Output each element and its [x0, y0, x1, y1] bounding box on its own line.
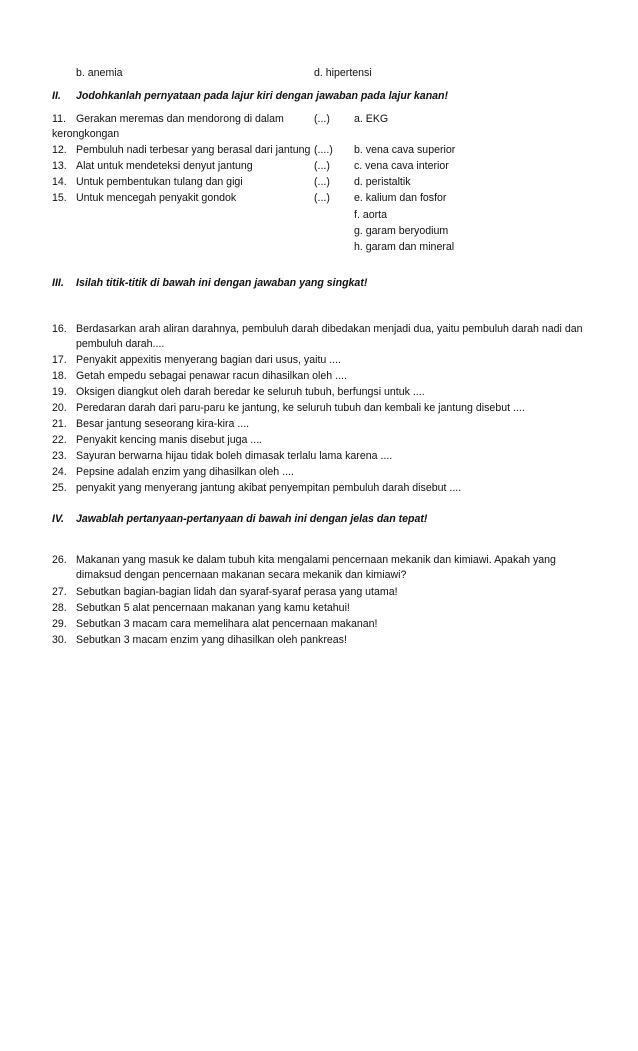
item-number: 26.	[52, 554, 67, 566]
item-text: penyakit yang menyerang jantung akibat penyempitan pembuluh darah disebut ....	[76, 482, 462, 494]
item-text: Sebutkan 5 alat pencernaan makanan yang kamu ketahui!	[76, 602, 350, 614]
item-number: 20.	[52, 402, 67, 414]
item-text: Sebutkan 3 macam enzim yang dihasilkan oleh pankreas!	[76, 634, 347, 646]
item-number: 23.	[52, 450, 67, 462]
item-text: Penyakit kencing manis disebut juga ....	[76, 434, 263, 446]
item-number: 19.	[52, 386, 67, 398]
item-text: Berdasarkan arah aliran darahnya, pembuluh darah dibedakan menjadi dua, yaitu pembuluh darah nadi dan pembuluh darah....	[76, 323, 583, 350]
answer-blank: (...)	[314, 160, 330, 172]
answer-blank: (...)	[314, 176, 330, 188]
item-number: 17.	[52, 354, 67, 366]
item-text: Oksigen diangkut oleh darah beredar ke seluruh tubuh, berfungsi untuk ....	[76, 386, 425, 398]
item-text: Getah empedu sebagai penawar racun dihasilkan oleh ....	[76, 370, 347, 382]
answer-blank: (...)	[314, 192, 330, 204]
option-e: e. kalium dan fosfor	[354, 192, 447, 204]
item-text: Sebutkan 3 macam cara memelihara alat pencernaan makanan!	[76, 618, 378, 630]
option-b: b. vena cava superior	[354, 144, 456, 156]
item-number: 13.	[52, 160, 67, 172]
item-number: 28.	[52, 602, 67, 614]
item-text: Sayuran berwarna hijau tidak boleh dimasak terlalu lama karena ....	[76, 450, 393, 462]
option-g: g. garam beryodium	[354, 225, 449, 237]
item-number: 24.	[52, 466, 67, 478]
item-number: 22.	[52, 434, 67, 446]
item-number: 14.	[52, 176, 67, 188]
option-c: c. vena cava interior	[354, 160, 449, 172]
item-number: 11.	[52, 113, 66, 125]
item-text: Pepsine adalah enzim yang dihasilkan oleh ....	[76, 466, 294, 478]
item-text: Sebutkan bagian-bagian lidah dan syaraf-syaraf perasa yang utama!	[76, 586, 398, 598]
option-f: f. aorta	[354, 209, 387, 221]
item-number: 21.	[52, 418, 67, 430]
item-number: 30.	[52, 634, 67, 646]
option-d: d. peristaltik	[354, 176, 411, 188]
item-text: Alat untuk mendeteksi denyut jantung	[76, 160, 253, 172]
section-4-numeral: IV.	[52, 513, 64, 525]
item-number: 15.	[52, 192, 67, 204]
answer-blank: (...)	[314, 113, 330, 125]
item-number: 12.	[52, 144, 67, 156]
answer-blank: (....)	[314, 144, 333, 156]
item-text: Pembuluh nadi terbesar yang berasal dari jantung	[76, 144, 311, 156]
item-text: Untuk pembentukan tulang dan gigi	[76, 176, 243, 188]
section-3-numeral: III.	[52, 277, 64, 289]
item-text: Untuk mencegah penyakit gondok	[76, 192, 237, 204]
item-number: 29.	[52, 618, 67, 630]
item-number: 25.	[52, 482, 67, 494]
item-text: Peredaran darah dari paru-paru ke jantung, ke seluruh tubuh dan kembali ke jantung disebut ....	[76, 402, 525, 414]
item-text: Gerakan meremas dan mendorong di dalam	[76, 113, 284, 125]
item-number: 16.	[52, 323, 67, 335]
section-3-instruction: Isilah titik-titik di bawah ini dengan jawaban yang singkat!	[76, 277, 368, 289]
item-number: 18.	[52, 370, 67, 382]
section-2-numeral: II.	[52, 90, 61, 102]
option-a: a. EKG	[354, 113, 389, 125]
item-text: Penyakit appexitis menyerang bagian dari usus, yaitu ....	[76, 354, 341, 366]
option-b-anemia: b. anemia	[76, 67, 123, 79]
item-number: 27.	[52, 586, 67, 598]
match-item-11-continued: kerongkongan	[52, 128, 120, 140]
option-d-hipertensi: d. hipertensi	[314, 67, 372, 79]
option-h: h. garam dan mineral	[354, 241, 455, 253]
item-text: Makanan yang masuk ke dalam tubuh kita mengalami pencernaan mekanik dan kimiawi. Apakah yang dimaksud dengan pencernaan makanan secara mekanik dan kimiawi?	[76, 554, 556, 581]
section-2-instruction: Jodohkanlah pernyataan pada lajur kiri dengan jawaban pada lajur kanan!	[76, 90, 449, 102]
section-4-instruction: Jawablah pertanyaan-pertanyaan di bawah ini dengan jelas dan tepat!	[76, 513, 428, 525]
item-text: Besar jantung seseorang kira-kira ....	[76, 418, 250, 430]
